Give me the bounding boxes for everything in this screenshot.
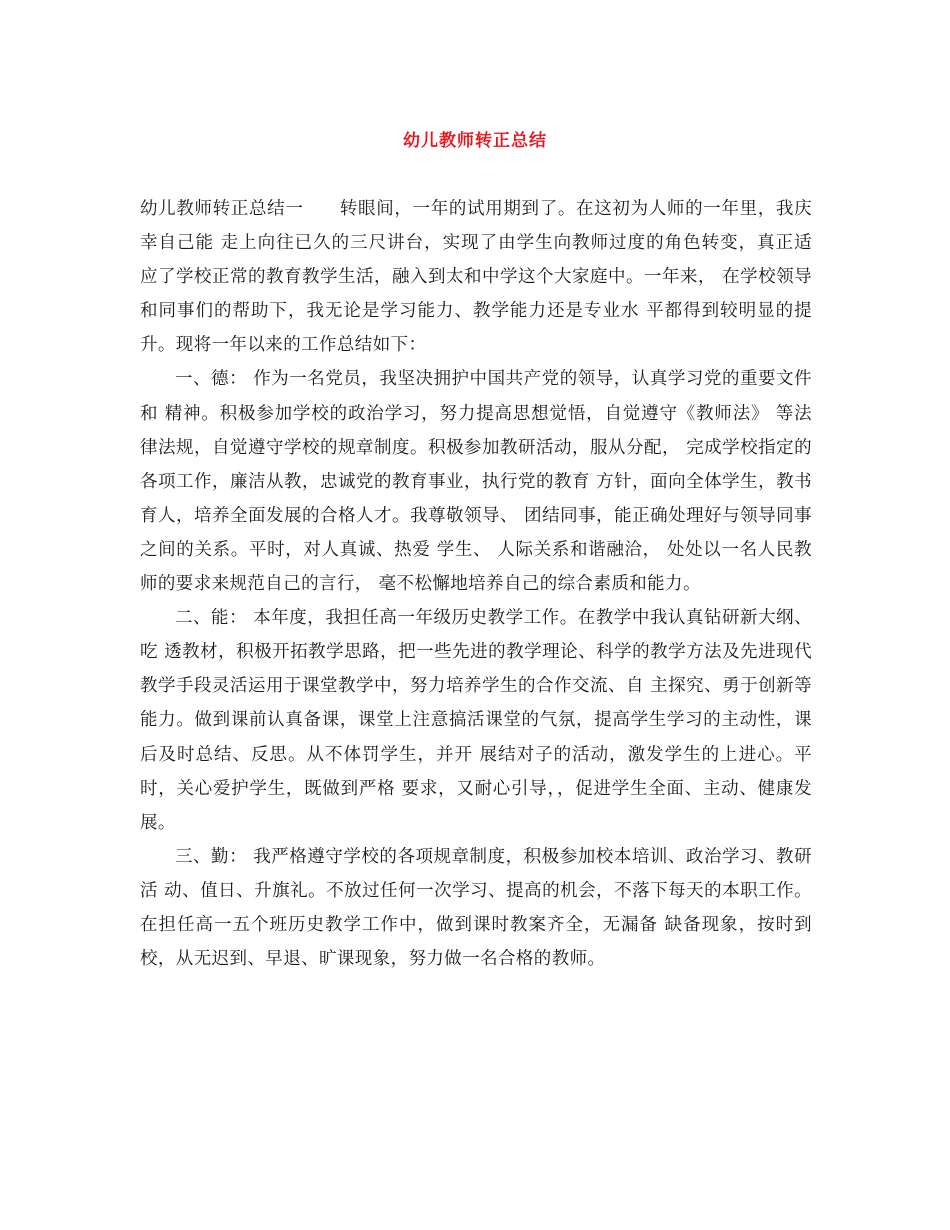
document-title: 幼儿教师转正总结 xyxy=(403,131,547,151)
paragraph-virtue: 一、德： 作为一名党员，我坚决拥护中国共产党的领导，认真学习党的重要文件和 精神。积极参加学校的政治学习，努力提高思想觉悟，自觉遵守《教师法》 等法律法规，自觉遵守学校的规章制度。积极参加教研活动，服从分配， 完成学校指定的各项工作，廉洁从教，忠诚党的教育事业，执行党的教育 方针，面向全体学生，教书育人，培养全面发展的合格人才。我尊敬领导、 团结同事，能正确处理好与领导同事之间的关系。平时，对人真诚、热爱 学生、 人际关系和谐融洽， 处处以一名人民教师的要求来规范自己的言行， 毫不松懈地培养自己的综合素质和能力。 xyxy=(140,369,812,595)
paragraph-diligence: 三、勤： 我严格遵守学校的各项规章制度，积极参加校本培训、政治学习、教研活 动、值日、升旗礼。不放过任何一次学习、提高的机会，不落下每天的本职工作。在担任高一五个班历史教学工作中，做到课时教案齐全，无漏备 缺备现象，按时到校，从无迟到、早退、旷课现象，努力做一名合格的教师。 xyxy=(140,846,812,970)
paragraph-intro: 幼儿教师转正总结一 转眼间，一年的试用期到了。在这初为人师的一年里，我庆幸自己能 走上向往已久的三尺讲台，实现了由学生向教师过度的角色转变，真正适 应了学校正常的教育教学生活，融入到太和中学这个大家庭中。一年来， 在学校领导和同事们的帮助下，我无论是学习能力、教学能力还是专业水 平都得到较明显的提升。现将一年以来的工作总结如下： xyxy=(140,199,812,356)
document-body xyxy=(140,192,812,976)
paragraph-ability: 二、能： 本年度，我担任高一年级历史教学工作。在教学中我认真钻研新大纲、吃 透教材，积极开拓教学思路，把一些先进的教学理论、科学的教学方法及先进现代教学手段灵活运用于课堂教学中，努力培养学生的合作交流、自 主探究、勇于创新等能力。做到课前认真备课，课堂上注意搞活课堂的气氛，提高学生学习的主动性，课后及时总结、反思。从不体罚学生，并开 展结对子的活动，激发学生的上进心。平时，关心爱护学生，既做到严格 要求，又耐心引导，，促进学生全面、主动、健康发展。 xyxy=(140,608,812,833)
